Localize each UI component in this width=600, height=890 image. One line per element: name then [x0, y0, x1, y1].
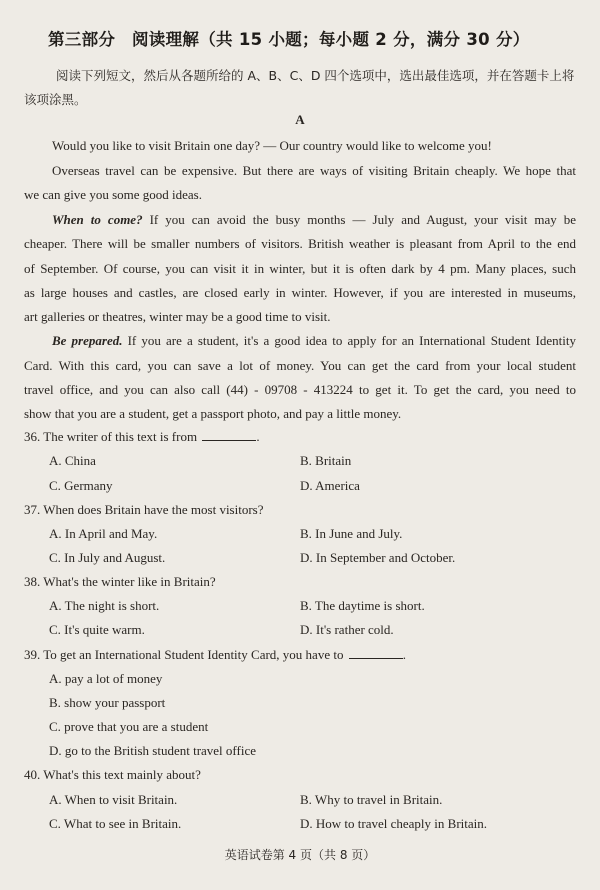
option-c: C. What to see in Britain.	[49, 816, 182, 831]
passage-text: If you can avoid the busy months — July and August, your visit may be	[142, 212, 576, 227]
question-37: 37. When does Britain have the most visitors?	[24, 502, 264, 517]
passage-line: Card. With this card, you can save a lot of money. You can get the card from your local student	[24, 358, 576, 373]
passage-line: of September. Of course, you can visit it in winter, but it is often dark by 4 pm. Many places, such	[24, 261, 576, 276]
question-end: .	[256, 429, 260, 444]
option-b: B. Britain	[300, 453, 352, 468]
instructions: 阅读下列短文，然后从各题所给的 A、B、C、D 四个选项中，选出最佳选项，并在答题卡上将该项涂黑。	[24, 68, 575, 107]
answer-blank	[349, 646, 403, 659]
question-39	[24, 646, 406, 664]
option-a: A. In April and May.	[49, 526, 158, 541]
passage-text: If you are a student, it's a good idea to apply for an International Student Identity	[122, 333, 576, 348]
question-36	[24, 428, 260, 446]
question-stem: 39. To get an International Student Identity Card, you have to	[24, 647, 344, 662]
page-footer: 英语试卷第 4 页（共 8 页）	[224, 848, 376, 862]
paragraph-lead: When to come?	[52, 212, 143, 227]
option-b: B. The daytime is short.	[300, 598, 425, 613]
passage-line: show that you are a student, get a passport photo, and pay a little money.	[24, 406, 402, 421]
option-d: D. It's rather cold.	[300, 622, 394, 637]
option-c: C. prove that you are a student	[49, 719, 209, 734]
option-c: C. It's quite warm.	[49, 622, 145, 637]
passage-line: we can give you some good ideas.	[24, 187, 202, 202]
paragraph-lead: Be prepared.	[52, 333, 123, 348]
option-d: D. In September and October.	[300, 550, 456, 565]
section-title: 第三部分 阅读理解（共 15 小题；每小题 2 分，满分 30 分）	[48, 30, 530, 49]
option-c: C. In July and August.	[49, 550, 166, 565]
option-a: A. When to visit Britain.	[49, 792, 178, 807]
option-a: A. China	[49, 453, 96, 468]
answer-blank	[202, 428, 256, 441]
option-b: B. In June and July.	[300, 526, 403, 541]
passage-label: A	[295, 112, 305, 127]
option-d: D. go to the British student travel office	[49, 743, 256, 758]
passage-line	[52, 332, 576, 350]
passage-line: Would you like to visit Britain one day? — Our country would like to welcome you!	[52, 138, 492, 153]
passage-line: cheaper. There will be smaller numbers of visitors. British weather is pleasant from April to the end	[24, 236, 576, 251]
option-a: A. pay a lot of money	[49, 671, 163, 686]
question-40: 40. What's this text mainly about?	[24, 767, 201, 782]
passage-line: art galleries or theatres, winter may be a good time to visit.	[24, 309, 331, 324]
option-b: B. Why to travel in Britain.	[300, 792, 443, 807]
passage-line: Overseas travel can be expensive. But there are ways of visiting Britain cheaply. We hope that	[52, 163, 576, 178]
option-d: D. How to travel cheaply in Britain.	[300, 816, 488, 831]
passage-line: as large houses and castles, are closed early in winter. However, if you are interested in museums,	[24, 285, 576, 300]
option-b: B. show your passport	[49, 695, 166, 710]
option-c: C. Germany	[49, 478, 113, 493]
passage-line: travel office, and you can also call (44) - 09708 - 413224 to get it. To get the card, you need to	[24, 382, 576, 397]
passage-line	[52, 211, 576, 229]
question-38: 38. What's the winter like in Britain?	[24, 574, 216, 589]
question-stem: 36. The writer of this text is from	[24, 429, 198, 444]
option-d: D. America	[300, 478, 360, 493]
option-a: A. The night is short.	[49, 598, 160, 613]
question-end: .	[402, 647, 406, 662]
